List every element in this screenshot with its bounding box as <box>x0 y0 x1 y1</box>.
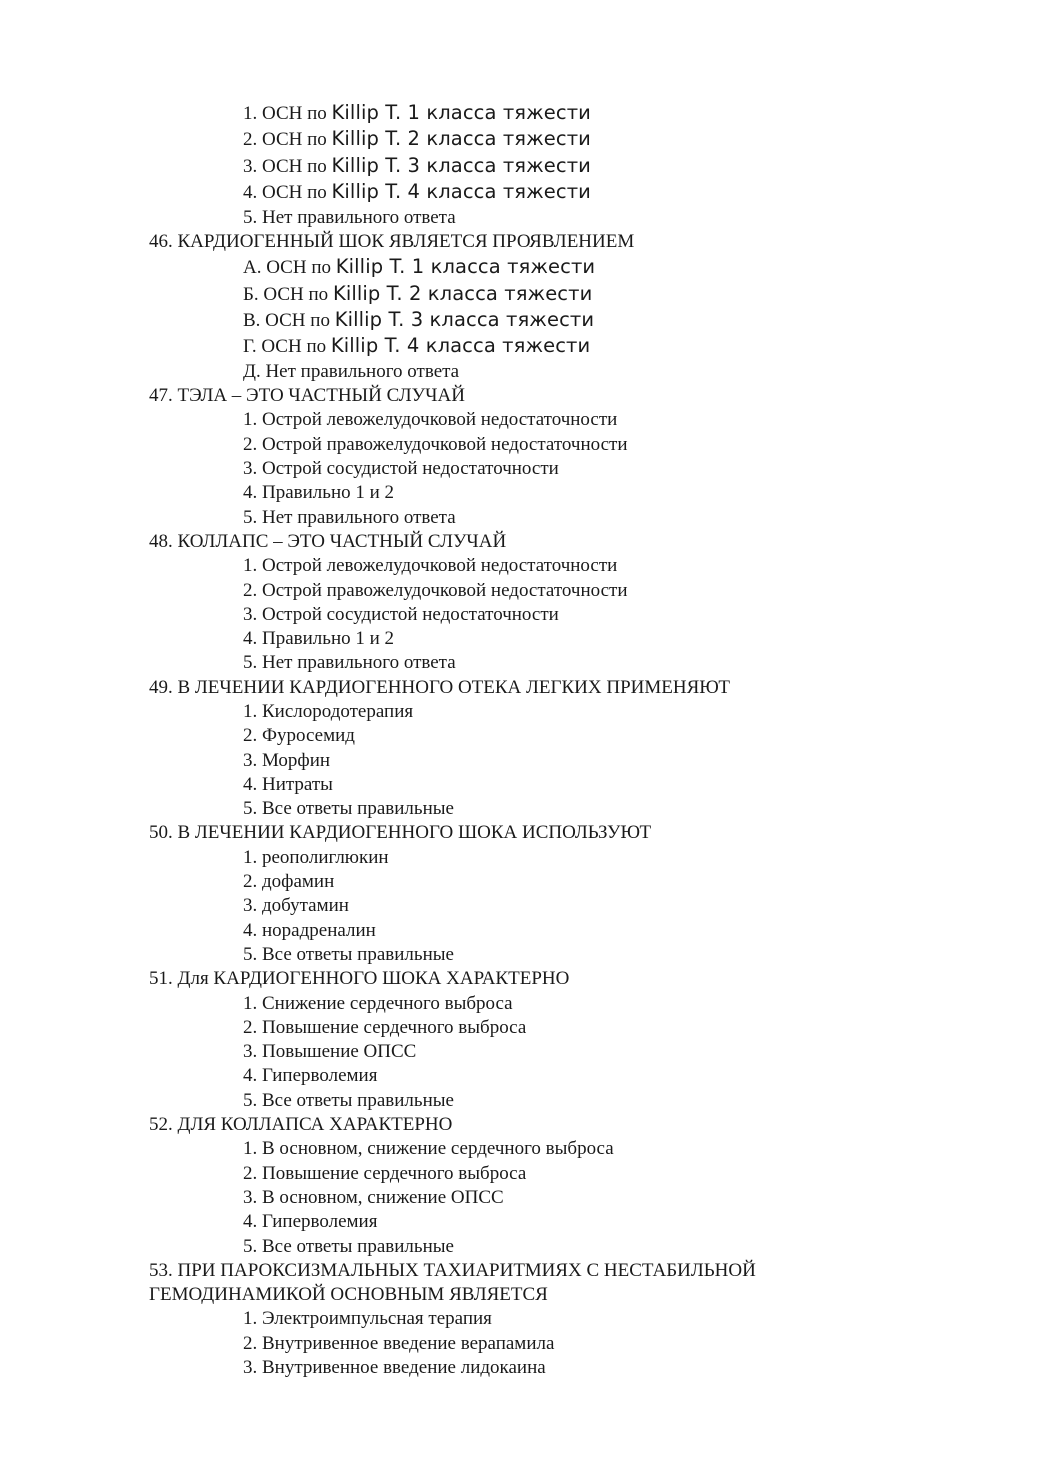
answer-option: 3. добутамин <box>243 895 349 917</box>
question-title: 48. КОЛЛАПС – ЭТО ЧАСТНЫЙ СЛУЧАЙ <box>149 530 507 552</box>
answer-option: 1. ОСН по Killip T. 1 класса тяжести <box>243 101 591 124</box>
answer-option: 1. Острой левожелудочковой недостаточности <box>243 409 618 431</box>
answer-option: 5. Нет правильного ответа <box>243 506 456 528</box>
answer-option: 4. Правильно 1 и 2 <box>243 628 395 650</box>
test-questions <box>149 100 1009 1380</box>
answer-option: В. ОСН по Killip T. 3 класса тяжести <box>243 308 595 332</box>
answer-option: 2. Повышение сердечного выброса <box>243 1016 527 1038</box>
answer-option: Б. ОСН по Killip T. 2 класса тяжести <box>243 281 593 305</box>
answer-option: 5. Все ответы правильные <box>243 943 454 965</box>
answer-option: 1. Электроимпульсная терапия <box>243 1308 492 1330</box>
answer-option: 4. Гиперволемия <box>243 1065 378 1087</box>
question-title: 51. Для КАРДИОГЕННОГО ШОКА ХАРАКТЕРНО <box>149 968 570 990</box>
answer-option: 2. Острой правожелудочковой недостаточности <box>243 579 628 601</box>
answer-option: 1. Снижение сердечного выброса <box>243 992 513 1014</box>
question-title-line-2: ГЕМОДИНАМИКОЙ ОСНОВНЫМ ЯВЛЯЕТСЯ <box>149 1284 548 1306</box>
answer-option: 2. ОСН по Killip T. 2 класса тяжести <box>243 127 591 151</box>
answer-option: 3. В основном, снижение ОПСС <box>243 1186 504 1208</box>
answer-option: 3. Острой сосудистой недостаточности <box>243 603 559 625</box>
answer-option: 1. В основном, снижение сердечного выброса <box>243 1138 614 1160</box>
question-title: 49. В ЛЕЧЕНИИ КАРДИОГЕННОГО ОТЕКА ЛЕГКИХ ПРИМЕНЯЮТ <box>149 676 730 698</box>
answer-option: 1. Острой левожелудочковой недостаточности <box>243 555 618 577</box>
question-title-line-1: 53. ПРИ ПАРОКСИЗМАЛЬНЫХ ТАХИАРИТМИЯХ С НЕСТАБИЛЬНОЙ <box>149 1259 756 1281</box>
question-52 <box>149 1113 1009 1259</box>
question-53 <box>149 1259 1009 1380</box>
question-title: 52. ДЛЯ КОЛЛАПСА ХАРАКТЕРНО <box>149 1114 453 1136</box>
answer-option: 2. Повышение сердечного выброса <box>243 1162 527 1184</box>
question-49 <box>149 676 1009 822</box>
question-47 <box>149 384 1009 530</box>
pre-block-options <box>149 100 1009 230</box>
answer-option: 5. Все ответы правильные <box>243 1089 454 1111</box>
answer-option: 1. реополиглюкин <box>243 846 389 868</box>
question-title: 46. КАРДИОГЕННЫЙ ШОК ЯВЛЯЕТСЯ ПРОЯВЛЕНИЕМ <box>149 230 635 252</box>
question-48 <box>149 530 1009 676</box>
answer-option: 5. Все ответы правильные <box>243 798 454 820</box>
answer-option: 4. Правильно 1 и 2 <box>243 482 395 504</box>
answer-option: 3. Острой сосудистой недостаточности <box>243 458 559 480</box>
answer-option: 5. Нет правильного ответа <box>243 652 456 674</box>
answer-option: 2. Фуросемид <box>243 725 355 747</box>
answer-option: Г. ОСН по Killip T. 4 класса тяжести <box>243 334 591 358</box>
question-title: 47. ТЭЛА – ЭТО ЧАСТНЫЙ СЛУЧАЙ <box>149 385 465 407</box>
question-50 <box>149 821 1009 967</box>
answer-option: А. ОСН по Killip T. 1 класса тяжести <box>243 255 596 279</box>
answer-option: 3. ОСН по Killip T. 3 класса тяжести <box>243 153 591 177</box>
answer-option: 3. Повышение ОПСС <box>243 1041 417 1063</box>
answer-option: Д. Нет правильного ответа <box>243 360 460 382</box>
answer-option: 5. Все ответы правильные <box>243 1235 454 1257</box>
answer-option: 3. Морфин <box>243 749 331 771</box>
answer-option: 2. дофамин <box>243 871 335 893</box>
question-51 <box>149 967 1009 1113</box>
question-46 <box>149 230 1009 384</box>
question-title: 50. В ЛЕЧЕНИИ КАРДИОГЕННОГО ШОКА ИСПОЛЬЗУЮТ <box>149 822 652 844</box>
answer-option: 4. Нитраты <box>243 773 333 795</box>
question-title <box>149 1259 1009 1308</box>
answer-option: 4. Гиперволемия <box>243 1211 378 1233</box>
answer-option: 5. Нет правильного ответа <box>243 206 456 228</box>
answer-option: 4. ОСН по Killip T. 4 класса тяжести <box>243 180 591 204</box>
answer-option: 3. Внутривенное введение лидокаина <box>243 1357 546 1379</box>
answer-option: 1. Кислородотерапия <box>243 701 414 722</box>
answer-option: 2. Острой правожелудочковой недостаточности <box>243 433 628 455</box>
answer-option: 2. Внутривенное введение верапамила <box>243 1332 555 1354</box>
answer-option: 4. норадреналин <box>243 919 376 941</box>
